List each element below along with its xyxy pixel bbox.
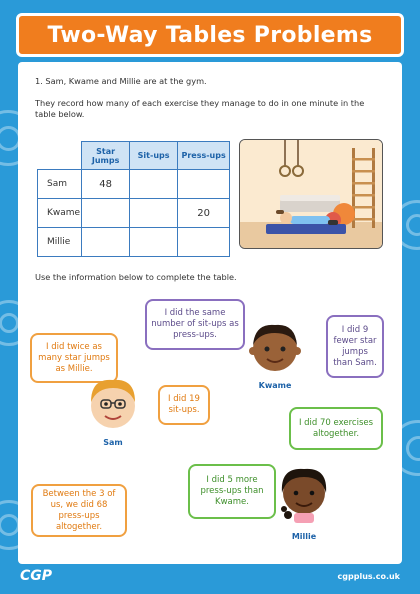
name-label-millie: Millie [291, 532, 317, 541]
page-title: Two-Way Tables Problems [47, 22, 373, 48]
table-cell[interactable] [178, 228, 230, 257]
table-cell[interactable] [130, 228, 178, 257]
speech-bubble-sam-nineteen: I did 19 sit-ups. [158, 385, 210, 425]
table-cell[interactable]: 48 [82, 170, 130, 199]
table-cell[interactable]: 20 [178, 199, 230, 228]
speech-bubble-sam-total: Between the 3 of us, we did 68 press-ups altogether. [31, 484, 127, 537]
question-text: 1. Sam, Kwame and Millie are at the gym. [35, 76, 207, 86]
table-cell[interactable] [82, 228, 130, 257]
table-corner [38, 142, 82, 170]
row-label: Sam [38, 170, 82, 199]
speech-bubble-millie-five: I did 5 more press-ups than Kwame. [188, 464, 276, 519]
table-cell[interactable] [130, 170, 178, 199]
question-intro: They record how many of each exercise they manage to do in one minute in the table below. [35, 98, 365, 119]
cgp-logo: CGP [20, 568, 53, 584]
column-header: Press-ups [178, 142, 230, 170]
title-banner [16, 13, 404, 57]
kwame-avatar-icon [245, 317, 305, 377]
column-header: Star Jumps [82, 142, 130, 170]
two-way-table [37, 141, 230, 257]
gym-illustration [239, 139, 383, 249]
row-label: Kwame [38, 199, 82, 228]
table-row [38, 228, 230, 257]
row-label: Millie [38, 228, 82, 257]
speech-bubble-sam-twice: I did twice as many star jumps as Millie. [30, 333, 118, 383]
sam-avatar-icon [81, 370, 145, 434]
speech-bubble-kwame-same: I did the same number of sit-ups as press-ups. [145, 299, 245, 350]
gym-scene-image [240, 140, 382, 248]
table-cell[interactable] [82, 199, 130, 228]
name-label-kwame: Kwame [258, 381, 292, 390]
worksheet [18, 62, 402, 564]
millie-avatar-icon [274, 459, 334, 523]
name-label-sam: Sam [103, 438, 123, 447]
speech-bubble-millie-seventy: I did 70 exercises altogether. [289, 407, 383, 450]
table-row [38, 199, 230, 228]
website-link[interactable]: cgpplus.co.uk [337, 572, 400, 581]
table-cell[interactable] [178, 170, 230, 199]
table-cell[interactable] [130, 199, 178, 228]
instruction-text: Use the information below to complete the table. [35, 272, 237, 282]
column-header: Sit-ups [130, 142, 178, 170]
table-row [38, 170, 230, 199]
speech-bubble-kwame-nine: I did 9 fewer star jumps than Sam. [326, 315, 384, 378]
